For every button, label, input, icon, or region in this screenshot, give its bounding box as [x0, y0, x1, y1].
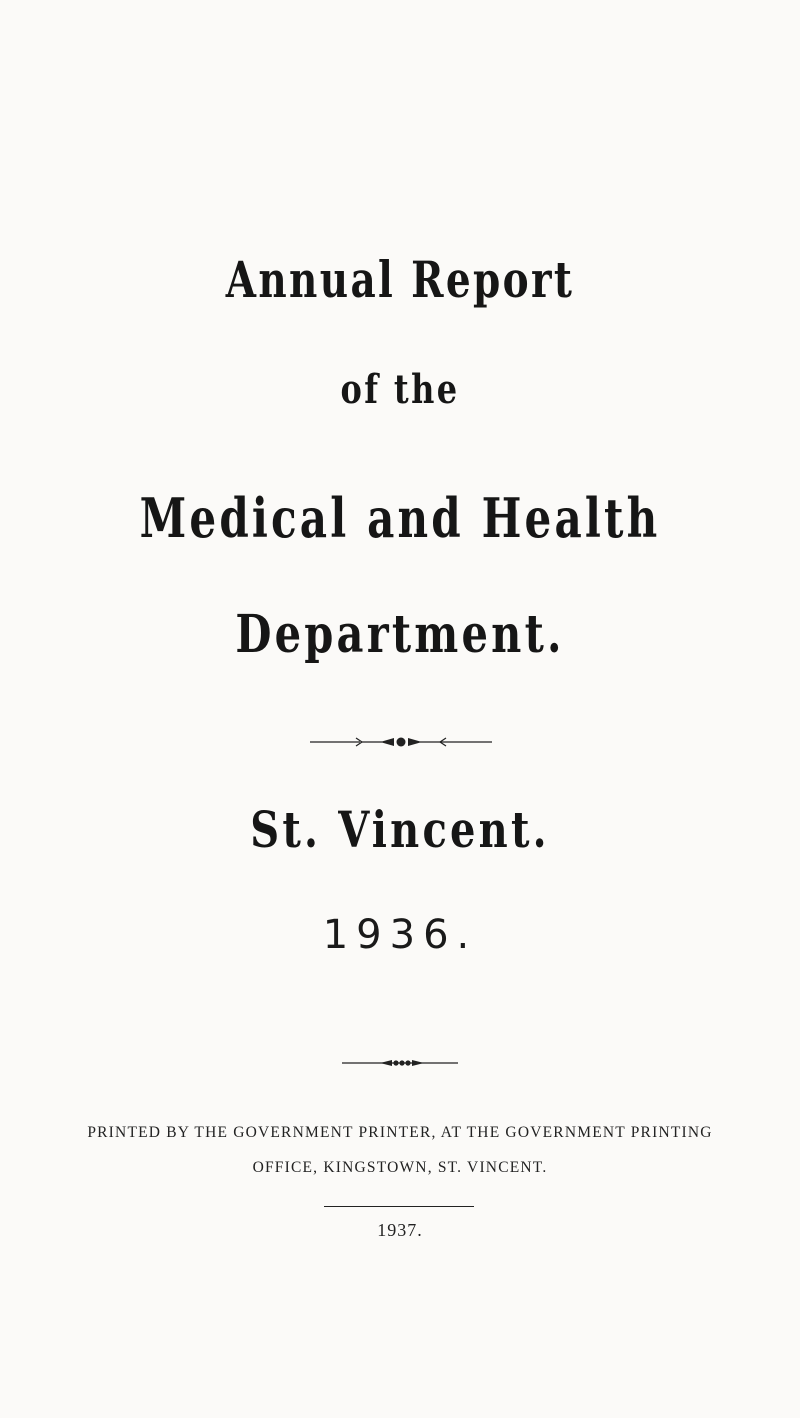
title-line-medical-and-health: Medical and Health — [139, 486, 661, 550]
divider-rule — [324, 1206, 474, 1207]
title-line-of-the: of the — [340, 366, 460, 413]
imprint-line-1: PRINTED BY THE GOVERNMENT PRINTER, AT THE GOVERNMENT PRINTING — [87, 1124, 713, 1141]
place-name: St. Vincent. — [250, 800, 550, 859]
title-line-annual-report: Annual Report — [225, 250, 575, 309]
print-year: 1937. — [377, 1220, 423, 1240]
imprint-line-2: OFFICE, KINGSTOWN, ST. VINCENT. — [252, 1159, 548, 1176]
title-line-department: Department. — [235, 604, 565, 665]
ornamental-divider-top — [0, 732, 800, 752]
report-year: 1936. — [322, 912, 478, 958]
ornamental-divider-bottom — [0, 1056, 800, 1070]
